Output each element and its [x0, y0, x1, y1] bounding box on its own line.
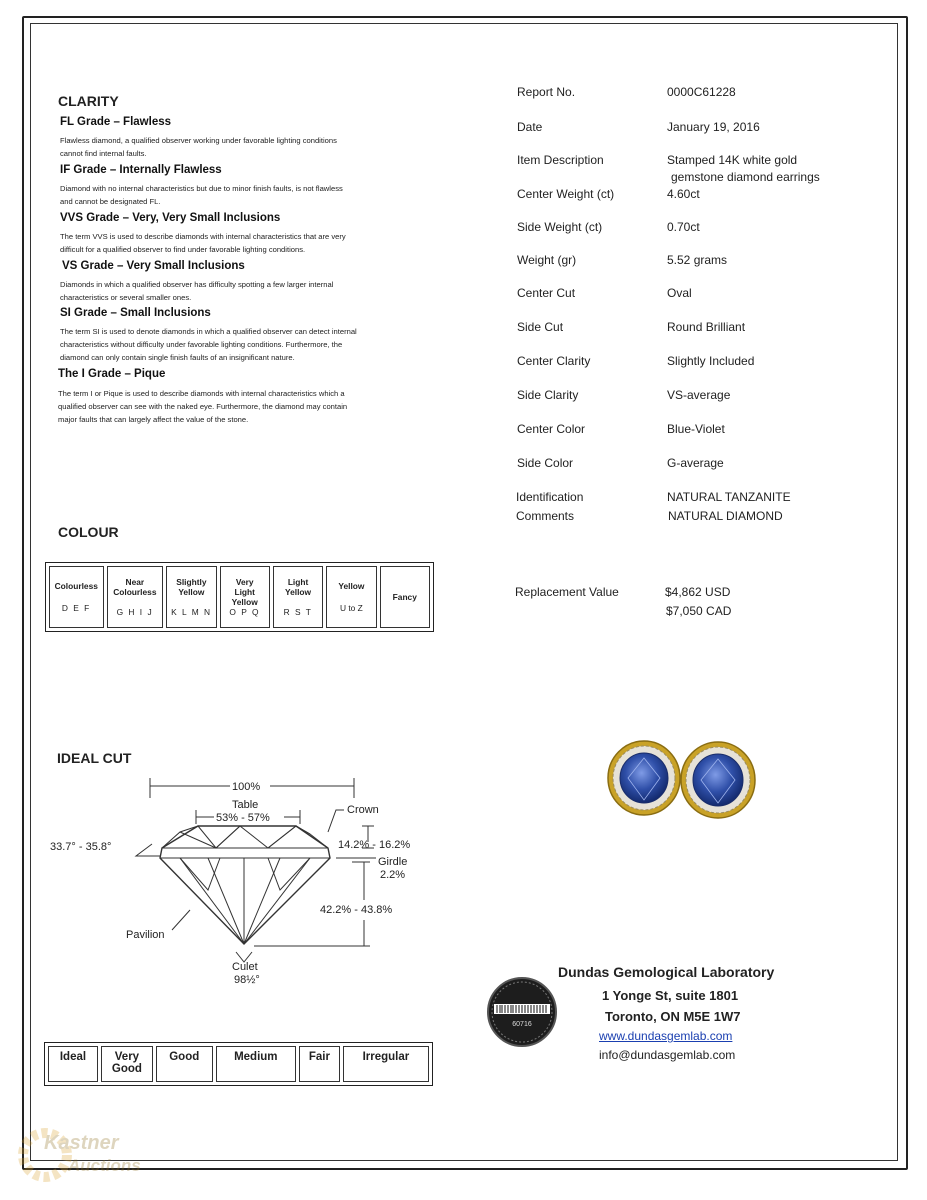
lab-seal: [470, 968, 570, 1050]
desc-line: qualified observer can see with the naked eye. Furthermore, the diamond may contain: [58, 402, 348, 411]
earring-left: [608, 741, 680, 815]
report-value: Oval: [667, 286, 692, 300]
desc-line: major faults that can largely affect the value of the stone.: [58, 415, 249, 424]
lab-email: info@dundasgemlab.com: [599, 1048, 736, 1062]
crown-angle-label: 33.7° - 35.8°: [50, 841, 112, 853]
grade-title: VS Grade – Very Small Inclusions: [62, 260, 245, 272]
pavilion-leader: [172, 910, 190, 930]
desc-line: characteristics without difficulty under favorable lighting conditions. Furthermore, the: [60, 340, 343, 349]
report-label: Center Weight (ct): [517, 187, 615, 201]
report-value: G-average: [667, 456, 724, 470]
grade-desc: [60, 230, 440, 256]
report-label: Report No.: [517, 85, 576, 99]
colour-cell: [326, 566, 376, 628]
culet-value: 98½°: [234, 974, 260, 986]
colour-name: Very Light Yellow: [231, 577, 258, 607]
colour-name: Yellow: [338, 581, 365, 591]
colour-heading: COLOUR: [58, 524, 119, 540]
report-value: Round Brilliant: [667, 320, 746, 334]
cut-grade-cell: [101, 1046, 153, 1082]
earring-right: [681, 742, 755, 818]
replacement-label: Replacement Value: [515, 585, 619, 599]
cut-grade-cell: Irregular: [343, 1046, 429, 1082]
report-label: Side Cut: [517, 320, 564, 334]
colour-scale-table: [45, 562, 434, 632]
report-value: Stamped 14K white gold: [667, 153, 798, 167]
report-label: Side Clarity: [517, 388, 579, 402]
desc-line: Diamond with no internal characteristics but due to minor finish faults, is not flawless: [60, 184, 343, 193]
grade-title: SI Grade – Small Inclusions: [60, 307, 211, 319]
colour-range: U to Z: [339, 603, 363, 613]
grade-desc: [60, 325, 440, 364]
grade-desc: [58, 387, 438, 426]
report-label: Weight (gr): [517, 253, 577, 267]
pavilion-label: Pavilion: [126, 929, 165, 941]
clarity-heading: CLARITY: [58, 93, 119, 109]
crown-facets: [268, 826, 310, 848]
watermark-line1: Kastner: [44, 1132, 119, 1154]
report-value: 0000C61228: [667, 85, 736, 99]
girdle-label: Girdle: [378, 856, 408, 868]
report-label: Side Weight (ct): [517, 220, 603, 234]
colour-range: O P Q: [229, 607, 261, 617]
desc-line: and cannot be designated FL.: [60, 197, 161, 206]
colour-range: K L M N: [171, 607, 212, 617]
report-label: Center Cut: [517, 286, 576, 300]
desc-line: diamond can only contain single finish faults of an insignificant nature.: [60, 353, 295, 362]
lab-address-1: 1 Yonge St, suite 1801: [602, 988, 739, 1003]
grade-desc: [60, 182, 440, 208]
cut-grade-table: [44, 1042, 433, 1086]
cut-grade-cell: Ideal: [48, 1046, 98, 1082]
identification-label: Identification: [516, 490, 584, 504]
cut-grade-cell: Fair: [299, 1046, 340, 1082]
desc-line: Flawless diamond, a qualified observer working under favorable lighting conditions: [60, 136, 337, 145]
desc-line: The term VVS is used to describe diamonds with internal characteristics that are very: [60, 232, 346, 241]
report-label: Center Color: [517, 422, 586, 436]
colour-cell: [380, 566, 430, 628]
auction-watermark: [10, 1120, 140, 1190]
grade-title: VVS Grade – Very, Very Small Inclusions: [60, 212, 281, 224]
report-value: VS-average: [667, 388, 731, 402]
grade-desc: [60, 134, 440, 160]
comments-value: NATURAL DIAMOND: [668, 509, 783, 523]
report-value: gemstone diamond earrings: [671, 170, 820, 184]
pavilion-depth-label: 42.2% - 43.8%: [320, 904, 393, 916]
report-value: 4.60ct: [667, 187, 700, 201]
grade-title: FL Grade – Flawless: [60, 116, 172, 128]
colour-cell: [49, 566, 104, 628]
desc-line: characteristics or several smaller ones.: [60, 293, 192, 302]
report-value: January 19, 2016: [667, 120, 760, 134]
desc-line: difficult for a qualified observer to find under favorable lighting conditions.: [60, 245, 306, 254]
grade-title: The I Grade – Pique: [58, 368, 166, 380]
replacement-cad: $7,050 CAD: [666, 604, 732, 618]
lab-name: Dundas Gemological Laboratory: [558, 964, 775, 980]
colour-name: Slightly Yellow: [176, 577, 207, 597]
colour-range: R S T: [283, 607, 313, 617]
lab-address-2: Toronto, ON M5E 1W7: [605, 1009, 741, 1024]
comments-label: Comments: [516, 509, 575, 523]
watermark-line2: Auctions: [68, 1156, 141, 1175]
ideal-cut-diagram: [40, 770, 450, 990]
seal-number: 60716: [512, 1021, 532, 1028]
desc-line: cannot find internal faults.: [60, 149, 147, 158]
crown-leader: [328, 810, 344, 832]
colour-name: Near Colourless: [113, 577, 157, 597]
earrings-photo: [604, 738, 758, 826]
colour-cell: [166, 566, 216, 628]
colour-name: Fancy: [392, 592, 417, 602]
report-value: Slightly Included: [667, 354, 755, 368]
sun-logo-icon: [10, 1120, 80, 1190]
identification-value: NATURAL TANZANITE: [667, 490, 791, 504]
crown-height-label: 14.2% - 16.2%: [338, 839, 411, 851]
width-label: 100%: [232, 781, 261, 793]
cut-grade-cell: Good: [156, 1046, 213, 1082]
colour-range: G H I J: [116, 607, 154, 617]
cut-grade-label: Very Good: [111, 1051, 142, 1075]
report-value: Blue-Violet: [667, 422, 725, 436]
desc-line: The term I or Pique is used to describe diamonds with internal characteristics which a: [58, 389, 345, 398]
pavilion-facet: [180, 858, 244, 944]
table-range-label: 53% - 57%: [216, 812, 270, 824]
report-label: Date: [517, 120, 543, 134]
culet-label: Culet: [232, 961, 258, 973]
report-value: 5.52 grams: [667, 253, 728, 267]
table-label: Table: [232, 799, 259, 811]
crown-facets: [162, 826, 328, 848]
colour-cell: [273, 566, 323, 628]
report-label: Center Clarity: [517, 354, 591, 368]
ideal-cut-heading: IDEAL CUT: [57, 750, 132, 766]
pavilion-facet: [244, 858, 310, 944]
desc-line: Diamonds in which a qualified observer has difficulty spotting a few larger internal: [60, 280, 334, 289]
crown-angle-marker: [136, 844, 160, 856]
report-label: Side Color: [517, 456, 574, 470]
grade-title: IF Grade – Internally Flawless: [60, 164, 222, 176]
pavilion-facet: [208, 858, 244, 944]
colour-name: Colourless: [54, 581, 98, 591]
colour-cell: [220, 566, 270, 628]
pavilion-facet: [244, 858, 280, 944]
colour-range: D E F: [61, 603, 91, 613]
report-value: 0.70ct: [667, 220, 700, 234]
colour-cell: [107, 566, 164, 628]
crown-label: Crown: [347, 804, 379, 816]
desc-line: The term SI is used to denote diamonds in which a qualified observer can detect internal: [60, 327, 357, 336]
replacement-usd: $4,862 USD: [665, 585, 731, 599]
cut-grade-cell: Medium: [216, 1046, 296, 1082]
colour-name: Light Yellow: [285, 577, 312, 597]
report-label: Item Description: [517, 153, 604, 167]
girdle-value: 2.2%: [380, 869, 406, 881]
diamond-outline: [160, 826, 330, 944]
lab-website-link[interactable]: www.dundasgemlab.com: [599, 1029, 733, 1043]
grade-desc: [60, 278, 440, 304]
